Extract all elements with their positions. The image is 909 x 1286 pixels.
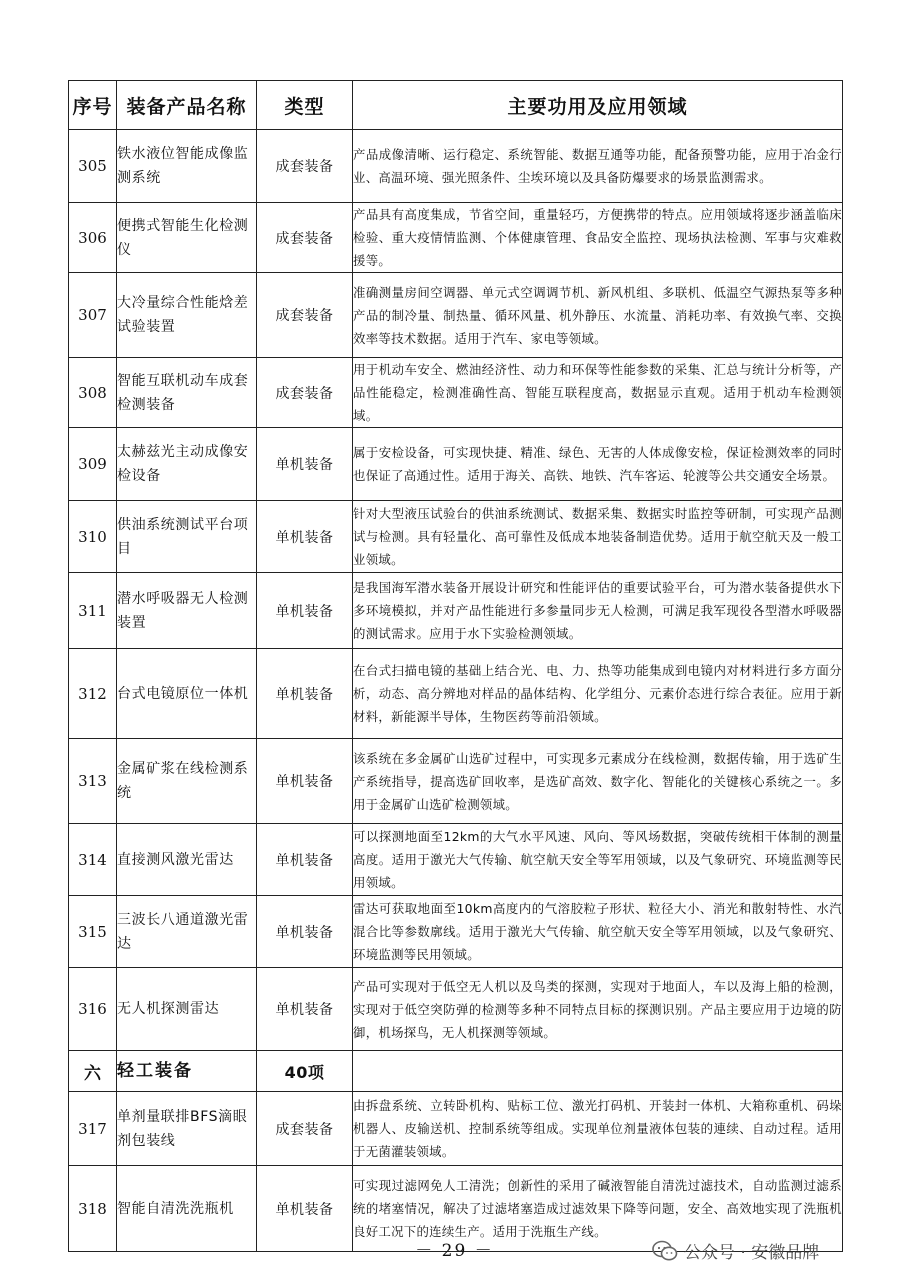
row-desc: 属于安检设备，可实现快捷、精准、绿色、无害的人体成像安检，保证检测效率的同时也保证了高通过性。适用于海关、高铁、地铁、汽车客运、轮渡等公共交通安全场景。: [353, 428, 843, 501]
table-row: [69, 358, 843, 428]
section-desc-empty: [353, 1051, 843, 1092]
row-type: 单机装备: [257, 1166, 353, 1252]
table-row: [69, 739, 843, 824]
row-desc: 准确测量房间空调器、单元式空调调节机、新风机组、多联机、低温空气源热泵等多种产品的制冷量、制热量、循环风量、机外静压、水流量、消耗功率、有效换气率、交换效率等技术数据。适用于汽车、家电等领域。: [353, 273, 843, 358]
table-row: [69, 130, 843, 203]
row-type: 成套装备: [257, 273, 353, 358]
table-row: [69, 501, 843, 573]
row-no: 305: [69, 130, 117, 203]
row-no: 318: [69, 1166, 117, 1252]
row-no: 317: [69, 1092, 117, 1166]
row-no: 307: [69, 273, 117, 358]
table-row: [69, 573, 843, 649]
row-desc: 产品成像清晰、运行稳定、系统智能、数据互通等功能，配备预警功能，应用于冶金行业、高温环境、强光照条件、尘埃环境以及具备防爆要求的场景监测需求。: [353, 130, 843, 203]
row-type: 单机装备: [257, 896, 353, 968]
row-type: 成套装备: [257, 1092, 353, 1166]
row-type: 成套装备: [257, 203, 353, 273]
row-desc: 在台式扫描电镜的基础上结合光、电、力、热等功能集成到电镜内对材料进行多方面分析，动态、高分辨地对样品的晶体结构、化学组分、元素价态进行综合表征。应用于新材料，新能源半导体，生物医药等前沿领域。: [353, 649, 843, 739]
row-name: 直接测风激光雷达: [117, 824, 257, 896]
row-type: 单机装备: [257, 501, 353, 573]
row-type: 单机装备: [257, 739, 353, 824]
row-name: 无人机探测雷达: [117, 968, 257, 1051]
table-row: [69, 968, 843, 1051]
wechat-icon: [652, 1240, 678, 1262]
row-desc: 针对大型液压试验台的供油系统测试、数据采集、数据实时监控等研制，可实现产品测试与检测。具有轻量化、高可靠性及低成本地装备制造优势。适用于航空航天及一般工业领域。: [353, 501, 843, 573]
row-name: 智能互联机动车成套检测装备: [117, 358, 257, 428]
row-name: 三波长八通道激光雷达: [117, 896, 257, 968]
row-desc: 产品具有高度集成，节省空间，重量轻巧，方便携带的特点。应用领域将逐步涵盖临床检验、重大疫情情监测、个体健康管理、食品安全监控、现场执法检测、军事与灾难救援等。: [353, 203, 843, 273]
row-name: 大冷量综合性能焓差试验装置: [117, 273, 257, 358]
row-type: 成套装备: [257, 358, 353, 428]
row-type: 单机装备: [257, 573, 353, 649]
row-desc: 可以探测地面至12km的大气水平风速、风向、等风场数据，突破传统相干体制的测量高度。适用于激光大气传输、航空航天安全等军用领域，以及气象研究、环境监测等民用领域。: [353, 824, 843, 896]
section-name: 轻工装备: [117, 1051, 257, 1092]
row-desc: 产品可实现对于低空无人机以及鸟类的探测，实现对于地面人，车以及海上船的检测，实现对于低空突防弹的检测等多种不同特点目标的探测识别。产品主要应用于边境的防御，机场探鸟，无人机探测等领域。: [353, 968, 843, 1051]
row-no: 316: [69, 968, 117, 1051]
row-type: 单机装备: [257, 824, 353, 896]
row-type: 成套装备: [257, 130, 353, 203]
row-name: 供油系统测试平台项目: [117, 501, 257, 573]
row-no: 309: [69, 428, 117, 501]
row-no: 313: [69, 739, 117, 824]
section-count: 40项: [257, 1051, 353, 1092]
row-no: 311: [69, 573, 117, 649]
row-name: 便携式智能生化检测仪: [117, 203, 257, 273]
header-name: 装备产品名称: [117, 81, 257, 130]
row-name: 台式电镜原位一体机: [117, 649, 257, 739]
table-header-row: [69, 81, 843, 130]
row-desc: 该系统在多金属矿山选矿过程中，可实现多元素成分在线检测，数据传输，用于选矿生产系统指导，提高选矿回收率，是选矿高效、数字化、智能化的关键核心系统之一。多用于金属矿山选矿检测领域。: [353, 739, 843, 824]
table-row: [69, 203, 843, 273]
row-name: 金属矿浆在线检测系统: [117, 739, 257, 824]
watermark: [652, 1238, 819, 1263]
row-name: 单剂量联排BFS滴眼剂包装线: [117, 1092, 257, 1166]
row-desc: 由拆盘系统、立转卧机构、贴标工位、激光打码机、开装封一体机、大箱称重机、码垛机器人、皮输送机、控制系统等组成。实现单位剂量液体包装的連续、自动过程。适用于无菌灌装领域。: [353, 1092, 843, 1166]
header-no: 序号: [69, 81, 117, 130]
table-row: [69, 649, 843, 739]
row-name: 潜水呼吸器无人检测装置: [117, 573, 257, 649]
row-desc: 雷达可获取地面至10km高度内的气溶胶粒子形状、粒径大小、消光和散射特性、水汽混合比等参数廓线。适用于激光大气传输、航空航天安全等军用领域，以及气象研究、环境监测等民用领域。: [353, 896, 843, 968]
section-row: [69, 1051, 843, 1092]
equipment-table: [68, 80, 843, 1252]
watermark-text: 公众号 · 安徽品牌: [684, 1243, 820, 1263]
row-desc: 可实现过滤网免人工清洗；创新性的采用了碱液智能自清洗过滤技术，自动监测过滤系统的堵塞情况，解决了过滤堵塞造成过滤效果下降等问题，安全、高效地实现了洗瓶机良好工况下的连续生产。适用于洗瓶生产线。: [353, 1166, 843, 1252]
row-desc: 用于机动车安全、燃油经济性、动力和环保等性能参数的采集、汇总与统计分析等，产品性能稳定，检测准确性高、智能互联程度高，数据显示直观。适用于机动车检测领域。: [353, 358, 843, 428]
row-no: 308: [69, 358, 117, 428]
table-row: [69, 824, 843, 896]
page-number: － 29 －: [415, 1241, 494, 1261]
row-type: 单机装备: [257, 428, 353, 501]
table-row: [69, 273, 843, 358]
row-name: 铁水液位智能成像监测系统: [117, 130, 257, 203]
row-type: 单机装备: [257, 968, 353, 1051]
section-no: 六: [69, 1051, 117, 1092]
row-name: 太赫兹光主动成像安检设备: [117, 428, 257, 501]
row-no: 314: [69, 824, 117, 896]
row-no: 315: [69, 896, 117, 968]
table-row: [69, 896, 843, 968]
header-type: 类型: [257, 81, 353, 130]
row-type: 单机装备: [257, 649, 353, 739]
table-row: [69, 428, 843, 501]
row-no: 312: [69, 649, 117, 739]
row-no: 310: [69, 501, 117, 573]
row-name: 智能自清洗洗瓶机: [117, 1166, 257, 1252]
header-desc: 主要功用及应用领域: [353, 81, 843, 130]
row-no: 306: [69, 203, 117, 273]
row-desc: 是我国海军潜水装备开展设计研究和性能评估的重要试验平台，可为潜水装备提供水下多环境模拟，并对产品性能进行多参量同步无人检测，可满足我军现役各型潜水呼吸器的测试需求。应用于水下实验检测领域。: [353, 573, 843, 649]
table-row: [69, 1092, 843, 1166]
